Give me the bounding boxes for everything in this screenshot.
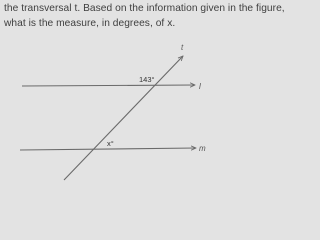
question-line-1: the transversal t. Based on the information given in the figure, bbox=[4, 3, 285, 14]
angle-x-label: x° bbox=[107, 139, 114, 148]
line-l-label: l bbox=[199, 82, 201, 91]
transversal-label: t bbox=[181, 43, 184, 52]
question-line-2: what is the measure, in degrees, of x. bbox=[4, 17, 176, 29]
transversal-t bbox=[64, 56, 183, 180]
line-m-label: m bbox=[199, 144, 206, 153]
line-m bbox=[20, 148, 196, 150]
line-l bbox=[22, 85, 195, 86]
angle-143-label: 143° bbox=[139, 75, 155, 84]
